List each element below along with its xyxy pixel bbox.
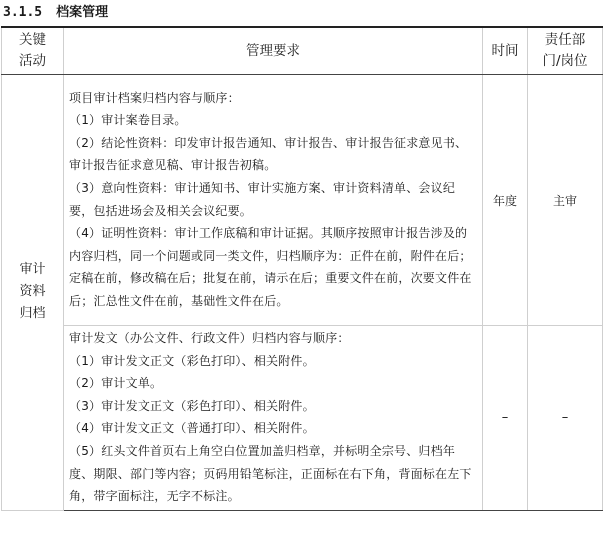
header-time: 时间 [483, 27, 528, 75]
requirement-line: （2）审计文单。 [69, 376, 163, 391]
responsible-cell: 主审 [528, 75, 603, 326]
header-key-activity: 关键 活动 [2, 27, 64, 75]
requirement-cell [64, 326, 483, 511]
requirement-line: （4）审计发文正文（普通打印）、相关附件。 [69, 421, 315, 436]
header-responsible: 责任部 门/岗位 [528, 27, 603, 75]
table-row [2, 326, 603, 511]
requirement-line: 项目审计档案归档内容与顺序： [69, 90, 240, 105]
responsible-cell: – [528, 326, 603, 511]
archive-management-table [1, 26, 603, 511]
section-heading [3, 3, 108, 23]
section-title: 档案管理 [56, 5, 109, 20]
time-cell: 年度 [483, 75, 528, 326]
requirement-line: （1）审计案卷目录。 [69, 113, 187, 128]
time-cell: – [483, 326, 528, 511]
table-row [2, 75, 603, 326]
requirement-line: （2）结论性资料：印发审计报告通知、审计报告、审计报告征求意见书、审计报告征求意见稿、审计报告初稿。 [69, 135, 468, 173]
activity-cell: 审计 资料 归档 [2, 75, 64, 511]
header-requirement: 管理要求 [64, 27, 483, 75]
section-number: 3.1.5 [3, 5, 43, 20]
requirement-line: （4）证明性资料：审计工作底稿和审计证据。其顺序按照审计报告涉及的内容归档，同一个问题或同一类文件，归档顺序为：正件在前，附件在后；定稿在前，修改稿在后；批复在前，请示在后；重要文件在前，次要文件在后；汇总性文件在前，基础性文件在后。 [69, 226, 472, 308]
table-header-row [2, 27, 603, 75]
requirement-line: （3）审计发文正文（彩色打印）、相关附件。 [69, 398, 315, 413]
requirement-line: （5）红头文件首页右上角空白位置加盖归档章，并标明全宗号、归档年度、期限、部门等内容；页码用铅笔标注，正面标在右下角，背面标在左下角，带字面标注，无字不标注。 [69, 443, 472, 504]
requirement-line: （1）审计发文正文（彩色打印）、相关附件。 [69, 353, 315, 368]
requirement-line: （3）意向性资料：审计通知书、审计实施方案、审计资料清单、会议纪要，包括进场会及相关会议纪要。 [69, 180, 456, 218]
requirement-cell [64, 75, 483, 326]
requirement-line: 审计发文（办公文件、行政文件）归档内容与顺序： [69, 331, 350, 345]
